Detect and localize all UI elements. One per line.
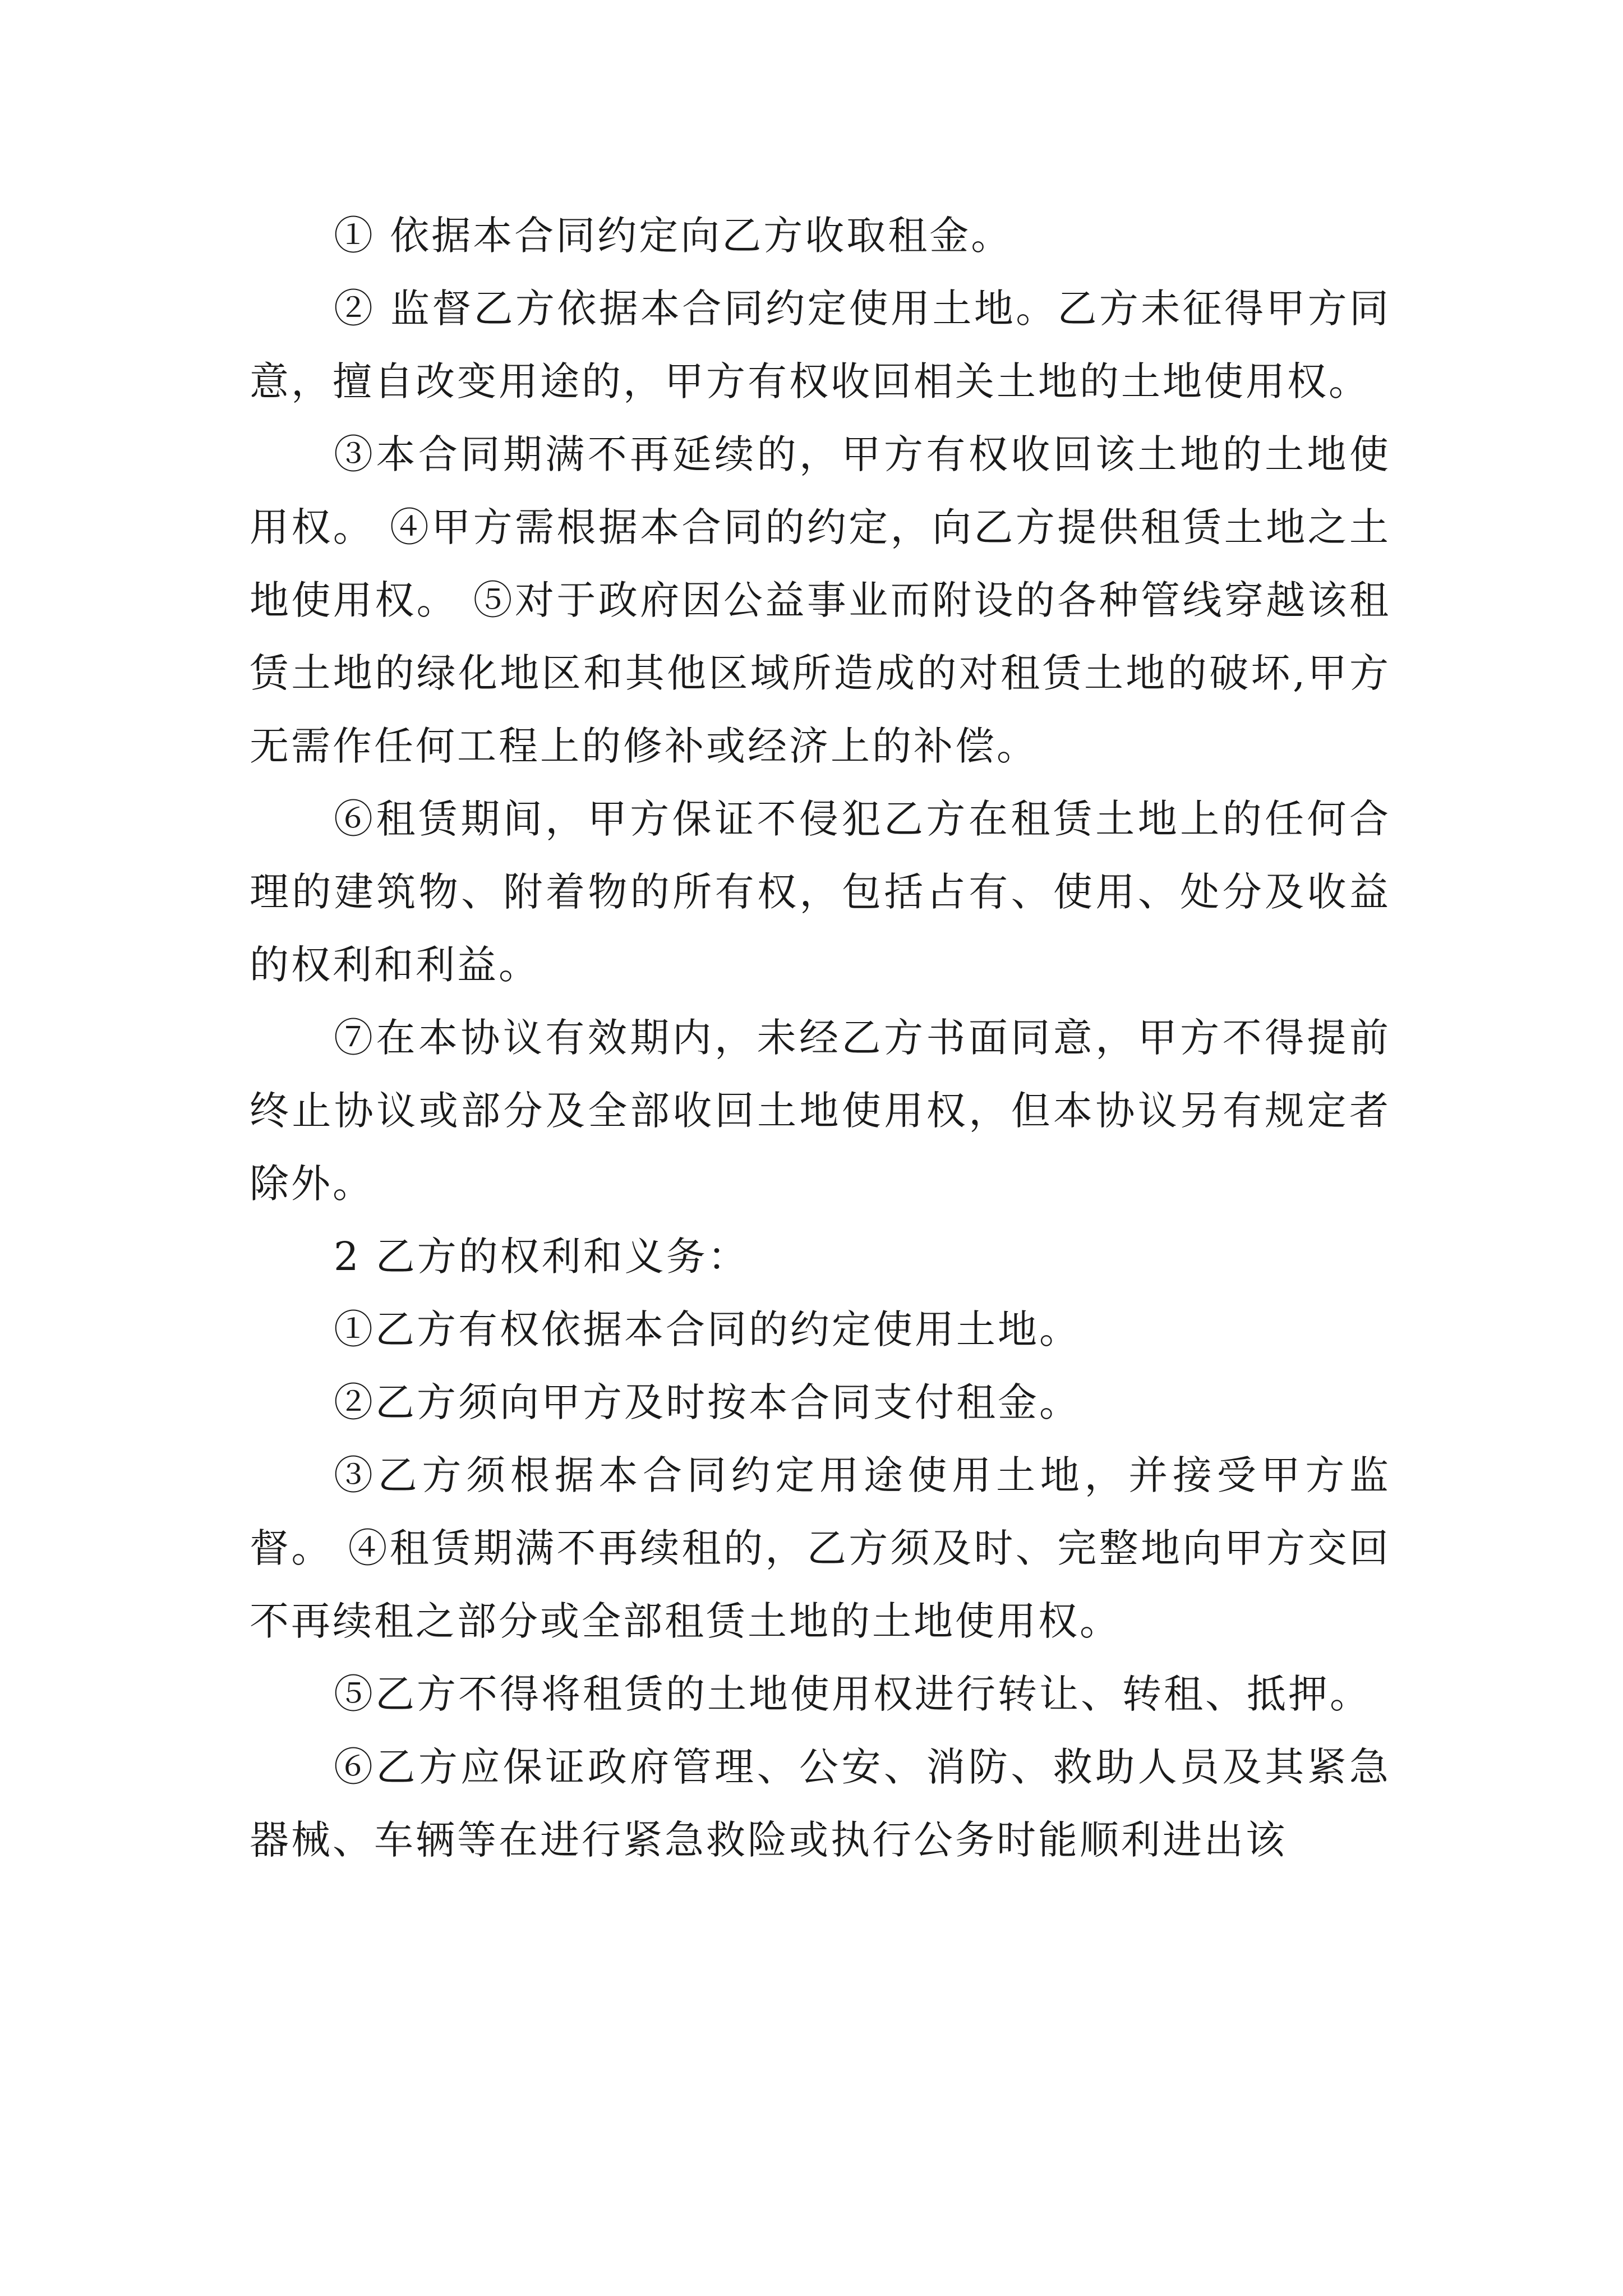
paragraph-1: ① 依据本合同约定向乙方收取租金。 [334, 213, 1013, 259]
paragraph-8: ②乙方须向甲方及时按本合同支付租金。 [334, 1379, 1081, 1425]
contract-body [250, 199, 1391, 1876]
paragraph-5: ⑦在本协议有效期内，未经乙方书面同意，甲方不得提前终止协议或部分及全部收回土地使用权，但本协议另有规定者除外。 [250, 1015, 1391, 1207]
paragraph-10: ⑤乙方不得将租赁的土地使用权进行转让、转租、抵押。 [334, 1671, 1371, 1717]
paragraph-2: ② 监督乙方依据本合同约定使用土地。乙方未征得甲方同意，擅自改变用途的，甲方有权收回相关土地的土地使用权。 [250, 286, 1391, 404]
paragraph-4: ⑥租赁期间，甲方保证不侵犯乙方在租赁土地上的任何合理的建筑物、附着物的所有权，包括占有、使用、处分及收益的权利和利益。 [250, 796, 1391, 988]
section-heading-party-b: 2 乙方的权利和义务： [334, 1234, 749, 1280]
paragraph-11: ⑥乙方应保证政府管理、公安、消防、救助人员及其紧急器械、车辆等在进行紧急救险或执行公务时能顺利进出该 [250, 1744, 1391, 1863]
paragraph-7: ①乙方有权依据本合同的约定使用土地。 [334, 1306, 1081, 1352]
paragraph-3: ③本合同期满不再延续的，甲方有权收回该土地的土地使用权。 ④甲方需根据本合同的约定，向乙方提供租赁土地之土地使用权。 ⑤对于政府因公益事业而附设的各种管线穿越该租赁土地的绿化地区和其他区域所造成的对租赁土地的破坏,甲方无需作任何工程上的修补或经济上的补偿。 [250, 431, 1391, 769]
paragraph-9: ③乙方须根据本合同约定用途使用土地，并接受甲方监督。 ④租赁期满不再续租的，乙方须及时、完整地向甲方交回不再续租之部分或全部租赁土地的土地使用权。 [250, 1452, 1391, 1644]
